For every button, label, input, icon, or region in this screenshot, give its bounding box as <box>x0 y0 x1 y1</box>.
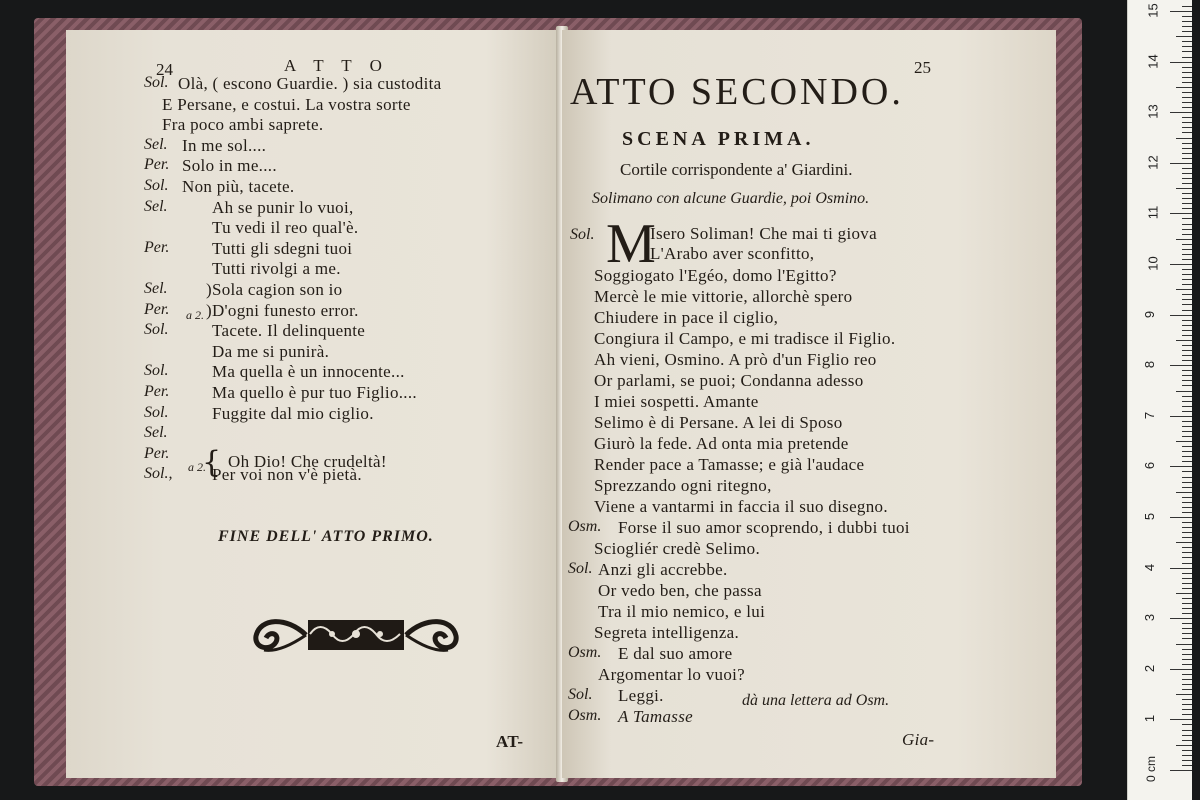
ruler-tick <box>1182 431 1192 432</box>
verse-line: Ma quello è pur tuo Figlio.... <box>212 383 417 402</box>
ruler-tick <box>1182 284 1192 285</box>
ruler-tick <box>1182 370 1192 371</box>
ruler-tick <box>1182 229 1192 230</box>
ruler-tick <box>1176 441 1192 442</box>
ruler-tick <box>1182 31 1192 32</box>
verse-line: Sprezzando ogni ritegno, <box>594 476 772 495</box>
verse-line: Render pace a Tamasse; e già l'audace <box>594 455 865 474</box>
ruler-tick <box>1176 492 1192 493</box>
ruler-tick <box>1182 583 1192 584</box>
drop-cap: M <box>606 213 656 275</box>
ruler-tick <box>1182 355 1192 356</box>
verse-line: Soggiogato l'Egéo, domo l'Egitto? <box>594 266 837 285</box>
ruler-number: 3 <box>1142 614 1158 622</box>
ruler-tick <box>1182 127 1192 128</box>
ruler-tick <box>1182 41 1192 42</box>
verse-line: L'Arabo aver sconfitto, <box>650 244 815 263</box>
ruler-tick <box>1182 57 1192 58</box>
speaker-label: Sel. <box>144 424 168 442</box>
ruler-tick <box>1176 340 1192 341</box>
measurement-ruler <box>1127 0 1192 800</box>
ruler-tick <box>1182 92 1192 93</box>
page-number-right: 25 <box>914 58 931 77</box>
verse-line: In me sol.... <box>182 135 267 155</box>
ruler-number: 15 <box>1145 3 1161 18</box>
verse-line: Viene a vantarmi in faccia il suo disegno. <box>594 497 888 516</box>
ruler-tick <box>1182 158 1192 159</box>
speaker-label: Per. <box>144 238 170 256</box>
ruler-tick <box>1182 740 1192 741</box>
ruler-tick <box>1182 51 1192 52</box>
ruler-tick <box>1182 259 1192 260</box>
ruler-tick <box>1182 97 1192 98</box>
ruler-tick <box>1182 6 1192 7</box>
ruler-tick <box>1170 770 1192 771</box>
ruler-number: 12 <box>1145 155 1161 170</box>
speaker-label: Osm. <box>568 644 602 661</box>
ruler-tick <box>1182 482 1192 483</box>
ruler-tick <box>1182 173 1192 174</box>
ruler-tick <box>1182 401 1192 402</box>
ruler-tick <box>1182 684 1192 685</box>
speaker-label: Sol. <box>570 226 595 243</box>
verse-line: Selimo è di Persane. A lei di Sposo <box>594 413 843 432</box>
ruler-tick <box>1182 735 1192 736</box>
verse-line: Tacete. Il delinquente <box>212 321 366 341</box>
speaker-label: Sol. <box>568 560 593 577</box>
verse-line: Per voi non v'è pietà. <box>212 465 362 485</box>
speaker-label: Sol. <box>144 74 169 91</box>
ruler-number: 5 <box>1142 512 1158 521</box>
verse-line: A Tamasse <box>618 707 693 726</box>
verse-line: Argomentar lo vuoi? <box>598 665 746 684</box>
verse-line: Solo in me.... <box>182 156 277 176</box>
ruler-tick <box>1182 274 1192 275</box>
ruler-tick <box>1182 471 1192 472</box>
ruler-tick <box>1182 451 1192 452</box>
verse-line: Or parlami, se puoi; Condanna adesso <box>594 371 864 390</box>
ruler-tick <box>1182 487 1192 488</box>
ruler-tick <box>1170 163 1192 164</box>
ruler-tick <box>1182 218 1192 219</box>
scene-title: SCENA PRIMA. <box>622 128 815 150</box>
ruler-unit: 0 cm <box>1144 755 1159 783</box>
ruler-tick <box>1182 649 1192 650</box>
ruler-tick <box>1182 325 1192 326</box>
ruler-tick <box>1182 208 1192 209</box>
left-page <box>66 30 560 778</box>
catchword: Gia- <box>902 730 935 749</box>
ruler-tick <box>1182 674 1192 675</box>
verse-line: Ah vieni, Osmino. A prò d'un Figlio reo <box>594 350 877 369</box>
ruler-tick <box>1176 36 1192 37</box>
ruler-tick <box>1182 679 1192 680</box>
ruler-tick <box>1170 213 1192 214</box>
verse-line: Non più, tacete. <box>182 177 295 196</box>
ruler-tick <box>1170 416 1192 417</box>
ruler-tick <box>1182 603 1192 604</box>
ruler-tick <box>1182 385 1192 386</box>
ruler-tick <box>1170 11 1192 12</box>
verse-line: Olà, ( escono Guardie. ) sia custodita <box>178 74 442 93</box>
ruler-tick <box>1182 654 1192 655</box>
speaker-label: Per. <box>144 156 170 174</box>
ruler-tick <box>1182 107 1192 108</box>
ruler-tick <box>1182 699 1192 700</box>
speaker-label: Sol. <box>568 686 593 703</box>
ruler-number: 4 <box>1142 563 1158 571</box>
verse-line: Segreta intelligenza. <box>594 623 740 642</box>
ruler-tick <box>1182 350 1192 351</box>
ruler-number: 9 <box>1142 310 1158 318</box>
ruler-tick <box>1176 694 1192 695</box>
ruler-tick <box>1182 613 1192 614</box>
ruler-tick <box>1176 644 1192 645</box>
ruler-tick <box>1182 426 1192 427</box>
ruler-tick <box>1182 117 1192 118</box>
ruler-tick <box>1182 497 1192 498</box>
ruler-tick <box>1182 527 1192 528</box>
ruler-tick <box>1182 82 1192 83</box>
verse-line: Chiudere in pace il ciglio, <box>594 308 779 327</box>
speaker-label: Sel. <box>144 135 168 153</box>
verse-line: )Sola cagion son io <box>206 280 343 299</box>
ruler-tick <box>1182 299 1192 300</box>
verse-line: Da me si punirà. <box>212 341 330 361</box>
ruler-tick <box>1182 148 1192 149</box>
ruler-tick <box>1182 714 1192 715</box>
verse-line: Ma quella è un innocente... <box>212 362 405 382</box>
ruler-tick <box>1182 396 1192 397</box>
verse-line: Fra poco ambi saprete. <box>162 115 324 135</box>
ruler-tick <box>1182 122 1192 123</box>
ruler-tick <box>1182 320 1192 321</box>
ruler-number: 2 <box>1142 664 1158 672</box>
ruler-tick <box>1182 279 1192 280</box>
ruler-tick <box>1182 512 1192 513</box>
ruler-tick <box>1182 249 1192 250</box>
ruler-tick <box>1182 77 1192 78</box>
ruler-tick <box>1182 244 1192 245</box>
verse-line: )D'ogni funesto error. <box>206 300 359 320</box>
a2-mark: a 2. <box>188 460 206 474</box>
speaker-label: Sol. <box>144 403 169 421</box>
ruler-tick <box>1182 552 1192 553</box>
verse-line: Ah se punir lo vuoi, <box>212 197 354 217</box>
ruler-tick <box>1182 375 1192 376</box>
verse-line: Tutti rivolgi a me. <box>212 259 341 279</box>
ruler-tick <box>1182 522 1192 523</box>
ruler-tick <box>1170 264 1192 265</box>
ruler-tick <box>1182 507 1192 508</box>
page-number-left: 24 <box>156 60 173 79</box>
speaker-label: Per. <box>144 300 170 318</box>
ruler-number: 11 <box>1145 206 1161 220</box>
ruler-tick <box>1176 239 1192 240</box>
ruler-tick <box>1182 193 1192 194</box>
a2-mark: a 2. <box>186 308 204 322</box>
ruler-number: 8 <box>1142 361 1158 369</box>
verse-line: E Persane, e costui. La vostra sorte <box>162 94 411 114</box>
ruler-tick <box>1182 345 1192 346</box>
ruler-tick <box>1182 21 1192 22</box>
verse-line: Forse il suo amor scoprendo, i dubbi tuoi <box>618 518 910 537</box>
verse-line: Giurò la fede. Ad onta mia pretende <box>594 434 849 453</box>
ruler-tick <box>1182 502 1192 503</box>
stage-direction: dà una lettera ad Osm. <box>742 692 890 709</box>
ruler-tick <box>1182 709 1192 710</box>
running-header: A T T O <box>284 56 389 75</box>
ruler-tick <box>1182 198 1192 199</box>
ruler-tick <box>1182 633 1192 634</box>
ruler-tick <box>1182 132 1192 133</box>
ruler-tick <box>1182 704 1192 705</box>
ruler-tick <box>1182 638 1192 639</box>
ruler-tick <box>1182 224 1192 225</box>
ruler-tick <box>1182 304 1192 305</box>
speaker-label: Sel. <box>144 197 168 215</box>
ruler-tick <box>1182 724 1192 725</box>
ruler-tick <box>1182 461 1192 462</box>
ruler-tick <box>1182 608 1192 609</box>
ruler-tick <box>1182 72 1192 73</box>
verse-line: Fuggite dal mio ciglio. <box>212 403 374 423</box>
ruler-tick <box>1170 315 1192 316</box>
ruler-tick <box>1182 750 1192 751</box>
ruler-tick <box>1182 406 1192 407</box>
ruler-tick <box>1176 391 1192 392</box>
ruler-tick <box>1182 380 1192 381</box>
ruler-tick <box>1170 365 1192 366</box>
ruler-tick <box>1182 294 1192 295</box>
ruler-number: 13 <box>1145 104 1161 119</box>
ruler-tick <box>1176 593 1192 594</box>
ruler-tick <box>1182 254 1192 255</box>
ruler-tick <box>1176 87 1192 88</box>
ruler-tick <box>1182 26 1192 27</box>
brace-mark: { <box>202 445 222 480</box>
catchword: AT- <box>496 732 524 751</box>
end-of-act: FINE DELL' ATTO PRIMO. <box>218 528 434 545</box>
ruler-tick <box>1182 234 1192 235</box>
printers-ornament <box>246 612 466 658</box>
ruler-tick <box>1170 112 1192 113</box>
ruler-tick <box>1170 62 1192 63</box>
ruler-tick <box>1182 183 1192 184</box>
scene-setting: Cortile corrispondente a' Giardini. <box>620 160 853 179</box>
ruler-tick <box>1182 153 1192 154</box>
ruler-tick <box>1170 618 1192 619</box>
ruler-tick <box>1182 537 1192 538</box>
speaker-label: Sol. <box>144 362 169 380</box>
ruler-tick <box>1170 669 1192 670</box>
ruler-tick <box>1182 46 1192 47</box>
verse-line: Tutti gli sdegni tuoi <box>212 238 353 258</box>
verse-line: Tra il mio nemico, e lui <box>598 602 766 621</box>
ruler-tick <box>1182 102 1192 103</box>
ruler-tick <box>1182 477 1192 478</box>
verse-line: I miei sospetti. Amante <box>594 392 759 411</box>
ruler-tick <box>1182 689 1192 690</box>
right-page <box>562 30 1056 778</box>
ruler-tick <box>1182 730 1192 731</box>
ruler-tick <box>1182 436 1192 437</box>
ruler-tick <box>1176 138 1192 139</box>
ruler-tick <box>1170 517 1192 518</box>
ruler-number: 10 <box>1145 256 1161 271</box>
ruler-tick <box>1176 542 1192 543</box>
character-list: Solimano con alcune Guardie, poi Osmino. <box>592 190 870 207</box>
ruler-number: 6 <box>1142 462 1158 470</box>
ruler-tick <box>1182 755 1192 756</box>
ruler-tick <box>1176 188 1192 189</box>
verse-line: Tu vedi il reo qual'è. <box>212 218 359 238</box>
ruler-tick <box>1176 745 1192 746</box>
verse-line: Anzi gli accrebbe. <box>598 560 728 579</box>
ruler-tick <box>1182 310 1192 311</box>
duet-line: Oh Dio! Che crudeltà! <box>228 452 387 471</box>
ruler-tick <box>1182 659 1192 660</box>
ruler-tick <box>1182 578 1192 579</box>
ruler-tick <box>1182 623 1192 624</box>
verse-line: Isero Soliman! Che mai ti giova <box>650 224 877 243</box>
ruler-tick <box>1170 568 1192 569</box>
ruler-tick <box>1182 178 1192 179</box>
ruler-tick <box>1182 203 1192 204</box>
ruler-tick <box>1182 588 1192 589</box>
ruler-tick <box>1182 598 1192 599</box>
ruler-tick <box>1170 719 1192 720</box>
ruler-tick <box>1182 760 1192 761</box>
ruler-number: 14 <box>1145 53 1161 69</box>
ruler-tick <box>1182 335 1192 336</box>
ruler-tick <box>1182 456 1192 457</box>
speaker-label: Sol., <box>144 465 173 483</box>
ruler-number: 7 <box>1142 411 1158 419</box>
ruler-tick <box>1182 67 1192 68</box>
ruler-tick <box>1176 289 1192 290</box>
speaker-label: Osm. <box>568 707 602 724</box>
speaker-label: Sol. <box>144 321 169 339</box>
ruler-tick <box>1182 547 1192 548</box>
ruler-tick <box>1182 563 1192 564</box>
ruler-tick <box>1182 269 1192 270</box>
ruler-tick <box>1182 143 1192 144</box>
speaker-label: Sel. <box>144 280 168 297</box>
ruler-tick <box>1182 664 1192 665</box>
verse-line: Congiura il Campo, e mi tradisce il Figlio. <box>594 329 896 348</box>
ruler-tick <box>1182 411 1192 412</box>
act-title: ATTO SECONDO. <box>570 71 904 113</box>
ruler-tick <box>1182 360 1192 361</box>
verse-line: Mercè le mie vittorie, allorchè spero <box>594 287 853 306</box>
ruler-tick <box>1182 765 1192 766</box>
ruler-tick <box>1182 573 1192 574</box>
ruler-tick <box>1182 421 1192 422</box>
ruler-tick <box>1182 446 1192 447</box>
ruler-tick <box>1170 466 1192 467</box>
ruler-tick <box>1182 16 1192 17</box>
speaker-label: Sol. <box>144 177 169 194</box>
verse-line: E dal suo amore <box>618 644 733 663</box>
ruler-tick <box>1182 168 1192 169</box>
ruler-number: 1 <box>1142 715 1158 723</box>
ruler-tick <box>1182 628 1192 629</box>
speaker-label: Osm. <box>568 518 602 535</box>
speaker-label: Per. <box>144 383 170 400</box>
ruler-tick <box>1182 532 1192 533</box>
verse-line: Or vedo ben, che passa <box>598 581 762 600</box>
verse-line: Leggi. <box>618 686 664 705</box>
speaker-label: Per. <box>144 444 170 462</box>
ruler-tick <box>1182 557 1192 558</box>
ruler-tick <box>1182 330 1192 331</box>
verse-line: Sciogliér credè Selimo. <box>594 539 760 558</box>
